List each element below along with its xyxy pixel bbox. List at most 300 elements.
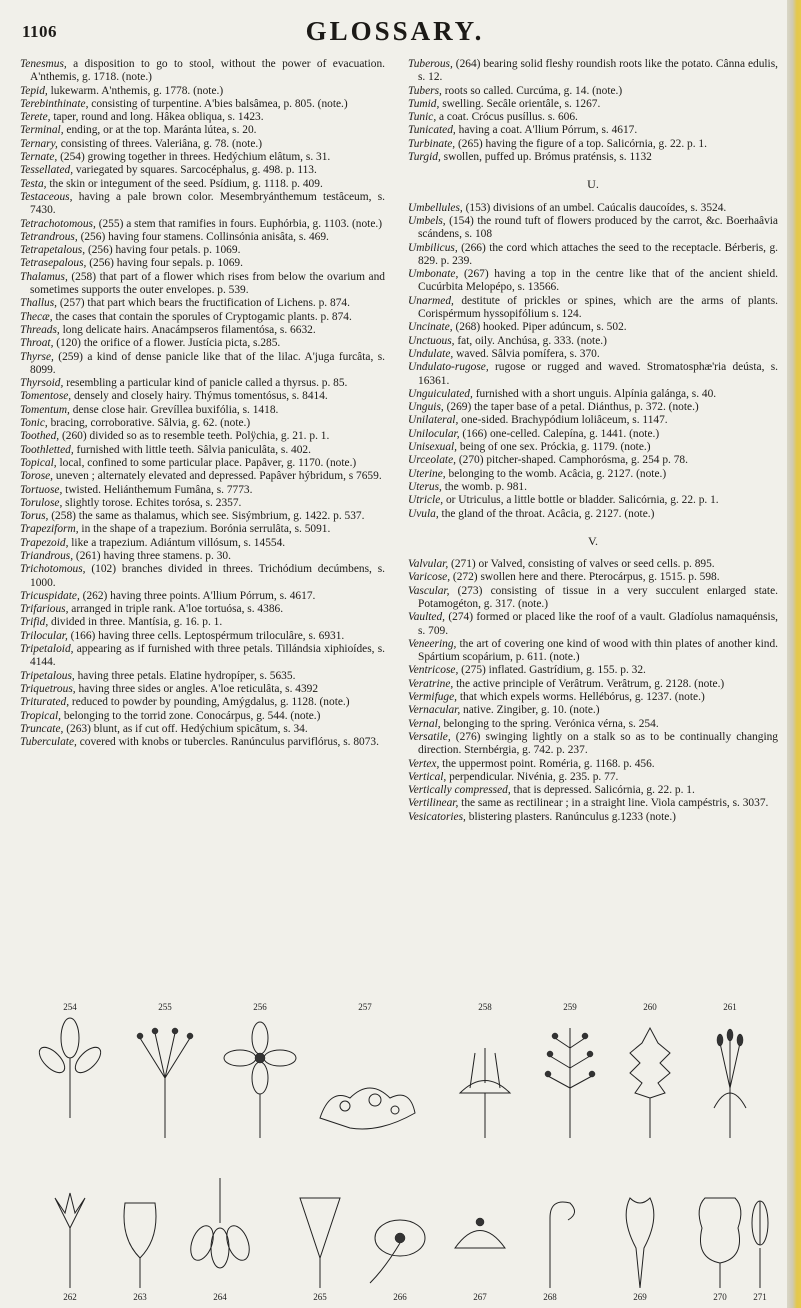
glossary-definition: arranged in triple rank. A'loe tortuósa, s. 4386. xyxy=(68,603,284,616)
glossary-entry xyxy=(408,494,778,507)
glossary-term: Tetrapetalous, xyxy=(20,244,86,257)
glossary-term: Toothletted, xyxy=(20,443,74,456)
glossary-term: Tuberculate, xyxy=(20,736,77,749)
glossary-definition: swelling. Secâle orientâle, s. 1267. xyxy=(439,97,601,110)
glossary-definition: having a pale brown color. Mesembryánthemum testâceum, s. 7430. xyxy=(30,190,385,217)
glossary-entry xyxy=(408,784,778,797)
glossary-definition: that which expels worms. Hellébórus, g. 1237. (note.) xyxy=(457,691,705,704)
glossary-term: Tetrachotomous, xyxy=(20,217,96,230)
glossary-entry xyxy=(20,616,385,629)
glossary-definition: the skin or integument of the seed. Psídium, g. 1118. p. 409. xyxy=(46,177,323,190)
glossary-definition: consisting of turpentine. A'bies balsâmea, p. 805. (note.) xyxy=(88,97,348,110)
glossary-term: Trichotomous, xyxy=(20,563,86,576)
glossary-entry xyxy=(408,401,778,414)
glossary-entry xyxy=(408,638,778,665)
entries-t-continued xyxy=(408,58,778,164)
glossary-term: Valvular, xyxy=(408,558,449,571)
glossary-definition: (261) having three stamens. p. 30. xyxy=(73,549,231,562)
glossary-term: Thallus, xyxy=(20,297,58,310)
glossary-entry xyxy=(20,218,385,231)
figure-number: 266 xyxy=(393,1292,407,1302)
figure-number: 264 xyxy=(213,1292,227,1302)
glossary-term: Trifid, xyxy=(20,616,49,629)
figure-256-tetrapetalous-flower xyxy=(224,1022,296,1138)
glossary-definition: lukewarm. A'nthemis, g. 1778. (note.) xyxy=(47,84,224,97)
glossary-entry xyxy=(20,484,385,497)
glossary-entry xyxy=(20,111,385,124)
glossary-definition: in the shape of a trapezium. Borónia serrulâta, s. 5091. xyxy=(78,523,331,536)
glossary-entry xyxy=(408,348,778,361)
glossary-definition: native. Zingiber, g. 10. (note.) xyxy=(460,704,600,717)
figure-269-unguis xyxy=(626,1198,654,1288)
glossary-definition: the art of covering one kind of wood with thin plates of another kind. Spártium scopárium, p. 611. (note.) xyxy=(418,637,778,664)
glossary-definition: roots so called. Curcúma, g. 14. (note.) xyxy=(441,84,623,97)
glossary-term: Ventricose, xyxy=(408,664,459,677)
glossary-definition: (254) growing together in threes. Hedýchium elâtum, s. 31. xyxy=(57,151,331,164)
glossary-definition: reduced to powder by pounding, Amýgdalus, g. 1128. (note.) xyxy=(69,696,350,709)
figure-number: 254 xyxy=(63,1002,77,1012)
glossary-term: Tetrasepalous, xyxy=(20,257,87,270)
glossary-entry xyxy=(408,585,778,612)
glossary-definition: perpendicular. Nivénia, g. 235. p. 77. xyxy=(446,770,619,783)
glossary-term: Terminal, xyxy=(20,124,64,137)
glossary-entry xyxy=(20,670,385,683)
glossary-term: Unarmed, xyxy=(408,294,454,307)
glossary-term: Triandrous, xyxy=(20,549,74,562)
figure-number: 256 xyxy=(253,1002,267,1012)
glossary-entry xyxy=(20,470,385,483)
glossary-term: Thyrsoid, xyxy=(20,377,64,390)
glossary-term: Undulate, xyxy=(408,347,454,360)
glossary-term: Umbilicus, xyxy=(408,241,458,254)
glossary-entry xyxy=(20,404,385,417)
glossary-definition: the active principle of Verâtrum. Verâtrum, g. 2128. (note.) xyxy=(453,677,725,690)
glossary-entry xyxy=(20,297,385,310)
glossary-definition: (264) bearing solid fleshy roundish roots like the potato. Cânna edulis, s. 12. xyxy=(418,58,778,84)
glossary-term: Tonic, xyxy=(20,417,48,430)
glossary-term: Torulose, xyxy=(20,496,63,509)
figure-number: 267 xyxy=(473,1292,487,1302)
glossary-entry xyxy=(408,611,778,638)
glossary-entry xyxy=(20,643,385,670)
glossary-entry xyxy=(408,691,778,704)
glossary-definition: (154) the round tuft of flowers produced by the carrot, &c. Boerhaâvia scándens, s. 108 xyxy=(418,214,778,241)
glossary-entry xyxy=(408,481,778,494)
glossary-entry xyxy=(20,324,385,337)
figure-number: 262 xyxy=(63,1292,77,1302)
glossary-term: Versatile, xyxy=(408,730,451,743)
glossary-entry xyxy=(408,758,778,771)
glossary-entry xyxy=(408,508,778,521)
glossary-term: Turbinate, xyxy=(408,137,456,150)
glossary-definition: variegated by squares. Sarcocéphalus, g. 498. p. 113. xyxy=(73,164,317,177)
glossary-term: Ternary, xyxy=(20,137,58,150)
glossary-entry xyxy=(408,811,778,824)
glossary-definition: long delicate hairs. Anacámpseros filamentósa, s. 6632. xyxy=(59,323,316,336)
glossary-entry xyxy=(20,98,385,111)
glossary-term: Tomentose, xyxy=(20,390,72,403)
glossary-term: Topical, xyxy=(20,456,57,469)
glossary-definition: having a coat. A'llium Pórrum, s. 4617. xyxy=(455,124,638,137)
glossary-term: Vaulted, xyxy=(408,611,446,624)
glossary-definition: having three petals. Elatine hydropíper, s. 5635. xyxy=(74,669,296,682)
figure-number: 257 xyxy=(358,1002,372,1012)
glossary-term: Ternate, xyxy=(20,151,58,164)
glossary-definition: (268) hooked. Piper adúncum, s. 502. xyxy=(452,321,627,334)
figure-262-tricuspidate xyxy=(55,1193,85,1288)
glossary-definition: (257) that part which bears the fructification of Lichens. p. 874. xyxy=(57,297,350,310)
glossary-definition: (256) having four sepals. p. 1069. xyxy=(86,257,243,270)
glossary-definition: (258) the same as thalamus, which see. Sisýmbrium, g. 1422. p. 537. xyxy=(48,510,365,523)
glossary-definition: the uppermost point. Roméria, g. 1168. p. 456. xyxy=(439,757,655,770)
glossary-term: Unisexual, xyxy=(408,441,458,454)
glossary-definition: belonging to the spring. Verónica vérna, s. 254. xyxy=(440,717,659,730)
running-title: GLOSSARY. xyxy=(305,16,485,46)
figure-271-valvular xyxy=(752,1201,768,1288)
glossary-entry xyxy=(408,454,778,467)
glossary-term: Tunic, xyxy=(408,111,437,124)
page-edge-binding xyxy=(787,0,801,1308)
glossary-definition: furnished with little teeth. Sâlvia paniculâta, s. 402. xyxy=(73,443,311,456)
figure-254-ternate-leaf xyxy=(35,1018,105,1118)
glossary-definition: twisted. Heliánthemum Fumâna, s. 7773. xyxy=(62,483,253,496)
glossary-entry xyxy=(408,571,778,584)
figure-260-toothed-leaf xyxy=(630,1028,670,1138)
glossary-entry xyxy=(20,124,385,137)
glossary-definition: uneven ; alternately elevated and depressed. Papâver hýbridum, s 7659. xyxy=(53,470,382,483)
glossary-definition: divided in three. Mantísia, g. 16. p. 1. xyxy=(48,616,223,629)
glossary-entry xyxy=(408,678,778,691)
glossary-entry xyxy=(20,603,385,616)
glossary-term: Urceolate, xyxy=(408,454,456,467)
figure-265-turbinate xyxy=(300,1198,340,1288)
glossary-entry xyxy=(408,797,778,810)
glossary-term: Toothed, xyxy=(20,430,60,443)
glossary-definition: (270) pitcher-shaped. Camphorósma, g. 254 p. 78. xyxy=(455,454,688,467)
glossary-entry xyxy=(408,361,778,388)
glossary-term: Umbonate, xyxy=(408,268,459,281)
glossary-definition: resembling a particular kind of panicle called a thyrsus. p. 85. xyxy=(63,377,348,390)
glossary-entry xyxy=(20,178,385,191)
glossary-entry xyxy=(20,550,385,563)
glossary-term: Unguis, xyxy=(408,401,444,414)
glossary-entry xyxy=(20,377,385,390)
glossary-entry xyxy=(408,468,778,481)
glossary-definition: blistering plasters. Ranúnculus g.1233 (note.) xyxy=(465,810,676,823)
glossary-definition: (256) having four petals. p. 1069. xyxy=(85,244,241,257)
glossary-definition: like a trapezium. Adiántum villósum, s. 14554. xyxy=(68,536,286,549)
glossary-entry xyxy=(20,630,385,643)
glossary-definition: furnished with a short unguis. Alpínia galánga, s. 40. xyxy=(472,387,717,400)
glossary-term: Trifarious, xyxy=(20,603,69,616)
glossary-entry xyxy=(20,311,385,324)
glossary-definition: densely and closely hairy. Thýmus tomentósus, s. 8414. xyxy=(71,390,328,403)
glossary-entry xyxy=(408,268,778,295)
glossary-term: Tomentum, xyxy=(20,403,70,416)
section-letter-v: V. xyxy=(587,533,599,548)
glossary-definition: ending, or at the top. Maránta lútea, s. 20. xyxy=(63,124,257,137)
glossary-definition: belonging to the torrid zone. Conocárpus, g. 544. (note.) xyxy=(61,709,321,722)
glossary-entry xyxy=(20,430,385,443)
glossary-term: Vesicatories, xyxy=(408,810,466,823)
figure-266-umbilicus xyxy=(370,1220,425,1283)
figure-255-tetrachotomous-stem xyxy=(137,1028,193,1138)
glossary-term: Tunicated, xyxy=(408,124,456,137)
glossary-definition: the same as rectilinear ; in a straight line. Viola campéstris, s. 3037. xyxy=(458,797,769,810)
glossary-entry xyxy=(408,111,778,124)
glossary-definition: (166) one-celled. Calepína, g. 1441. (note.) xyxy=(459,427,660,440)
glossary-term: Unctuous, xyxy=(408,334,455,347)
figure-plate xyxy=(30,998,770,1308)
figure-267-umbonate xyxy=(455,1218,505,1248)
glossary-entry xyxy=(408,428,778,441)
glossary-term: Uncinate, xyxy=(408,321,453,334)
glossary-definition: (260) divided so as to resemble teeth. Polÿchia, g. 21. p. 1. xyxy=(59,430,330,443)
glossary-entry xyxy=(20,138,385,151)
page-number: 1106 xyxy=(22,22,58,41)
glossary-definition: (153) divisions of an umbel. Caúcalis daucoídes, s. 3524. xyxy=(462,201,727,214)
figure-number: 260 xyxy=(643,1002,657,1012)
glossary-term: Tessellated, xyxy=(20,164,74,177)
glossary-definition: or Utriculus, a little bottle or bladder. Salicórnia, g. 22. p. 1. xyxy=(443,494,719,507)
glossary-entry xyxy=(408,558,778,571)
page-header xyxy=(0,12,790,52)
figure-number: 258 xyxy=(478,1002,492,1012)
glossary-term: Thecæ, xyxy=(20,310,53,323)
glossary-entry xyxy=(20,523,385,536)
glossary-entry xyxy=(20,191,385,218)
glossary-definition: destitute of prickles or spines, which are the arms of plants. Corispérmum hyssopifólium s. 124. xyxy=(418,294,778,321)
glossary-entry xyxy=(20,723,385,736)
glossary-term: Tubers, xyxy=(408,84,442,97)
glossary-definition: (102) branches divided in threes. Trichódium decúmbens, s. 1000. xyxy=(30,563,385,589)
glossary-term: Uterus, xyxy=(408,480,442,493)
glossary-term: Torose, xyxy=(20,470,54,483)
glossary-term: Umbels, xyxy=(408,214,446,227)
glossary-term: Tricuspidate, xyxy=(20,589,80,602)
glossary-entry xyxy=(20,244,385,257)
figure-264-tuberous-roots xyxy=(186,1178,253,1268)
glossary-term: Varicose, xyxy=(408,571,451,584)
glossary-term: Trilocular, xyxy=(20,629,68,642)
glossary-term: Tripetalous, xyxy=(20,669,75,682)
glossary-entry xyxy=(408,138,778,151)
glossary-entry xyxy=(20,257,385,270)
glossary-entry xyxy=(408,124,778,137)
glossary-entry xyxy=(20,390,385,403)
figure-number: 269 xyxy=(633,1292,647,1302)
figure-263-truncate-leaf xyxy=(124,1203,156,1288)
glossary-entry xyxy=(408,98,778,111)
glossary-term: Tuberous, xyxy=(408,58,453,70)
glossary-definition: bracing, corroborative. Sâlvia, g. 62. (note.) xyxy=(47,417,251,430)
figure-number: 270 xyxy=(713,1292,727,1302)
glossary-entry xyxy=(20,457,385,470)
glossary-term: Vernal, xyxy=(408,717,441,730)
glossary-term: Terebinthinate, xyxy=(20,97,89,110)
glossary-definition: swollen, puffed up. Brómus praténsis, s. 1132 xyxy=(440,151,652,164)
glossary-definition: (259) a kind of dense panicle like that of the lilac. A'juga furcâta, s. 8099. xyxy=(30,350,385,376)
glossary-entry xyxy=(20,537,385,550)
section-letter-u: U. xyxy=(587,177,599,192)
glossary-term: Terete, xyxy=(20,111,51,124)
glossary-term: Veneering, xyxy=(408,637,457,650)
glossary-term: Threads, xyxy=(20,323,60,336)
glossary-term: Truncate, xyxy=(20,722,64,735)
figure-illustrations xyxy=(30,998,770,1308)
glossary-term: Vascular, xyxy=(408,584,450,597)
glossary-term: Thyrse, xyxy=(20,350,54,363)
glossary-definition: (271) or Valved, consisting of valves or seed cells. p. 895. xyxy=(448,558,715,571)
glossary-definition: (262) having three points. A'llium Pórrum, s. 4617. xyxy=(79,589,316,602)
figure-259-thyrse xyxy=(545,1028,595,1138)
glossary-definition: (274) formed or placed like the roof of a vault. Gladíolus namaquénsis, s. 709. xyxy=(418,611,778,637)
glossary-term: Triquetrous, xyxy=(20,682,76,695)
glossary-entry xyxy=(20,164,385,177)
glossary-entry xyxy=(20,151,385,164)
glossary-entry xyxy=(20,683,385,696)
glossary-term: Trapezoid, xyxy=(20,536,69,549)
glossary-term: Trapeziform, xyxy=(20,523,79,536)
glossary-definition: (269) the taper base of a petal. Diánthus, p. 372. (note.) xyxy=(443,401,699,414)
glossary-entry xyxy=(408,704,778,717)
glossary-definition: local, confined to some particular place. Papâver, g. 1170. (note.) xyxy=(56,456,357,469)
glossary-term: Throat, xyxy=(20,337,54,350)
glossary-entry xyxy=(20,58,385,85)
glossary-definition: (276) swinging lightly on a stalk so as to be continually changing direction. Sternbérgia, g. 742. p. 237. xyxy=(418,730,778,757)
glossary-term: Vertilinear, xyxy=(408,797,459,810)
glossary-entry xyxy=(20,417,385,430)
glossary-term: Unguiculated, xyxy=(408,387,473,400)
glossary-term: Tetrandrous, xyxy=(20,230,78,243)
figure-257-thallus xyxy=(320,1088,415,1129)
glossary-entry xyxy=(408,664,778,677)
glossary-entry xyxy=(408,441,778,454)
glossary-definition: appearing as if furnished with three petals. Tillándsia xiphioídes, s. 4144. xyxy=(30,643,385,669)
figure-number: 271 xyxy=(753,1292,767,1302)
glossary-term: Vertical, xyxy=(408,770,447,783)
glossary-term: Uvula, xyxy=(408,507,439,520)
glossary-definition: (273) consisting of tissue in a very succulent enlarged state. Potamogéton, g. 317. (note.) xyxy=(418,584,778,610)
glossary-definition: covered with knobs or tubercles. Ranúnculus parviflórus, s. 8073. xyxy=(76,736,379,749)
glossary-definition: the womb. p. 981. xyxy=(441,480,527,493)
glossary-entry xyxy=(20,710,385,723)
figure-268-uncinate xyxy=(550,1202,575,1288)
glossary-term: Veratrine, xyxy=(408,677,454,690)
glossary-term: Vernacular, xyxy=(408,704,461,717)
glossary-definition: (120) the orifice of a flower. Justícia picta, s.285. xyxy=(53,337,281,350)
glossary-definition: being of one sex. Próckia, g. 1179. (note.) xyxy=(457,441,651,454)
glossary-entry xyxy=(20,271,385,298)
glossary-entry xyxy=(408,58,778,85)
right-column xyxy=(408,58,778,824)
glossary-entry xyxy=(408,388,778,401)
figure-270-urceolate xyxy=(699,1198,741,1288)
glossary-entry xyxy=(408,321,778,334)
glossary-entry xyxy=(20,231,385,244)
glossary-term: Turgid, xyxy=(408,151,441,164)
glossary-definition: taper, round and long. Hâkea obliqua, s. 1423. xyxy=(50,111,264,124)
glossary-definition: slightly torose. Echites torósa, s. 2357. xyxy=(62,496,242,509)
glossary-definition: (258) that part of a flower which rises from below the ovarium and sometimes supports the outer envelopes. p. 539. xyxy=(30,270,385,297)
glossary-definition: fat, oily. Anchúsa, g. 333. (note.) xyxy=(454,334,607,347)
glossary-definition: a coat. Crócus pusíllus. s. 606. xyxy=(436,111,578,124)
glossary-entry xyxy=(408,414,778,427)
glossary-term: Umbellules, xyxy=(408,201,463,214)
glossary-term: Uterine, xyxy=(408,467,446,480)
glossary-entry xyxy=(20,696,385,709)
figure-261-triandrous-flower xyxy=(714,1029,746,1138)
glossary-entry xyxy=(408,335,778,348)
glossary-term: Tumid, xyxy=(408,97,440,110)
glossary-entry xyxy=(408,771,778,784)
glossary-definition: dense close hair. Grevíllea buxifólia, s. 1418. xyxy=(69,403,279,416)
glossary-entry xyxy=(20,337,385,350)
glossary-term: Vermifuge, xyxy=(408,691,458,704)
glossary-definition: belonging to the womb. Acâcia, g. 2127. (note.) xyxy=(445,467,667,480)
glossary-definition: consisting of threes. Valeriâna, g. 78. (note.) xyxy=(57,137,263,150)
glossary-entry xyxy=(20,497,385,510)
glossary-definition: (166) having three cells. Leptospérmum triloculâre, s. 6931. xyxy=(67,629,345,642)
glossary-entry xyxy=(20,510,385,523)
glossary-entry xyxy=(408,718,778,731)
glossary-entry xyxy=(408,295,778,322)
figure-number: 261 xyxy=(723,1002,737,1012)
glossary-term: Torus, xyxy=(20,510,49,523)
left-column xyxy=(20,58,385,749)
glossary-term: Tenesmus, xyxy=(20,58,67,70)
glossary-term: Unilocular, xyxy=(408,427,460,440)
figure-number: 263 xyxy=(133,1292,147,1302)
glossary-entry xyxy=(408,731,778,758)
glossary-definition: (265) having the figure of a top. Salicórnia, g. 22. p. 1. xyxy=(455,137,707,150)
glossary-definition: (256) having four stamens. Collinsónia anisâta, s. 469. xyxy=(77,230,329,243)
glossary-entry xyxy=(20,351,385,378)
glossary-term: Unilateral, xyxy=(408,414,459,427)
glossary-definition: (275) inflated. Gastrídium, g. 155. p. 32. xyxy=(458,664,646,677)
glossary-term: Testaceous, xyxy=(20,190,73,203)
glossary-definition: (266) the cord which attaches the seed to the receptacle. Bérberis, g. 829. p. 239. xyxy=(418,241,778,267)
glossary-entry xyxy=(408,151,778,164)
glossary-term: Tropical, xyxy=(20,709,62,722)
glossary-entry xyxy=(408,85,778,98)
glossary-entry xyxy=(20,590,385,603)
glossary-definition: one-sided. Brachypódium loliâceum, s. 1147. xyxy=(458,414,668,427)
glossary-entry xyxy=(20,736,385,749)
glossary-term: Utricle, xyxy=(408,494,444,507)
glossary-definition: the gland of the throat. Acâcia, g. 2127. (note.) xyxy=(438,507,655,520)
glossary-entry xyxy=(408,215,778,242)
glossary-entry xyxy=(408,242,778,269)
glossary-definition: (263) blunt, as if cut off. Hedýchium spicâtum, s. 34. xyxy=(63,722,308,735)
glossary-definition: (255) a stem that ramifies in fours. Euphórbia, g. 1103. (note.) xyxy=(95,217,383,230)
figure-258-thalamus xyxy=(460,1048,510,1138)
entries-u xyxy=(408,202,778,521)
glossary-entry xyxy=(20,444,385,457)
glossary-term: Tripetaloid, xyxy=(20,643,74,656)
glossary-definition: rugose or rugged and waved. Stromatosphæ'ria deústa, s. 16361. xyxy=(418,361,778,387)
figure-number: 255 xyxy=(158,1002,172,1012)
glossary-entry xyxy=(20,563,385,590)
figure-number: 259 xyxy=(563,1002,577,1012)
glossary-term: Testa, xyxy=(20,177,47,190)
entries-v xyxy=(408,558,778,824)
glossary-term: Triturated, xyxy=(20,696,70,709)
glossary-definition: the cases that contain the sporules of Cryptogamic plants. p. 874. xyxy=(52,310,352,323)
glossary-term: Tepid, xyxy=(20,84,48,97)
glossary-term: Thalamus, xyxy=(20,270,68,283)
glossary-definition: having three sides or angles. A'loe reticulâta, s. 4392 xyxy=(75,682,319,695)
